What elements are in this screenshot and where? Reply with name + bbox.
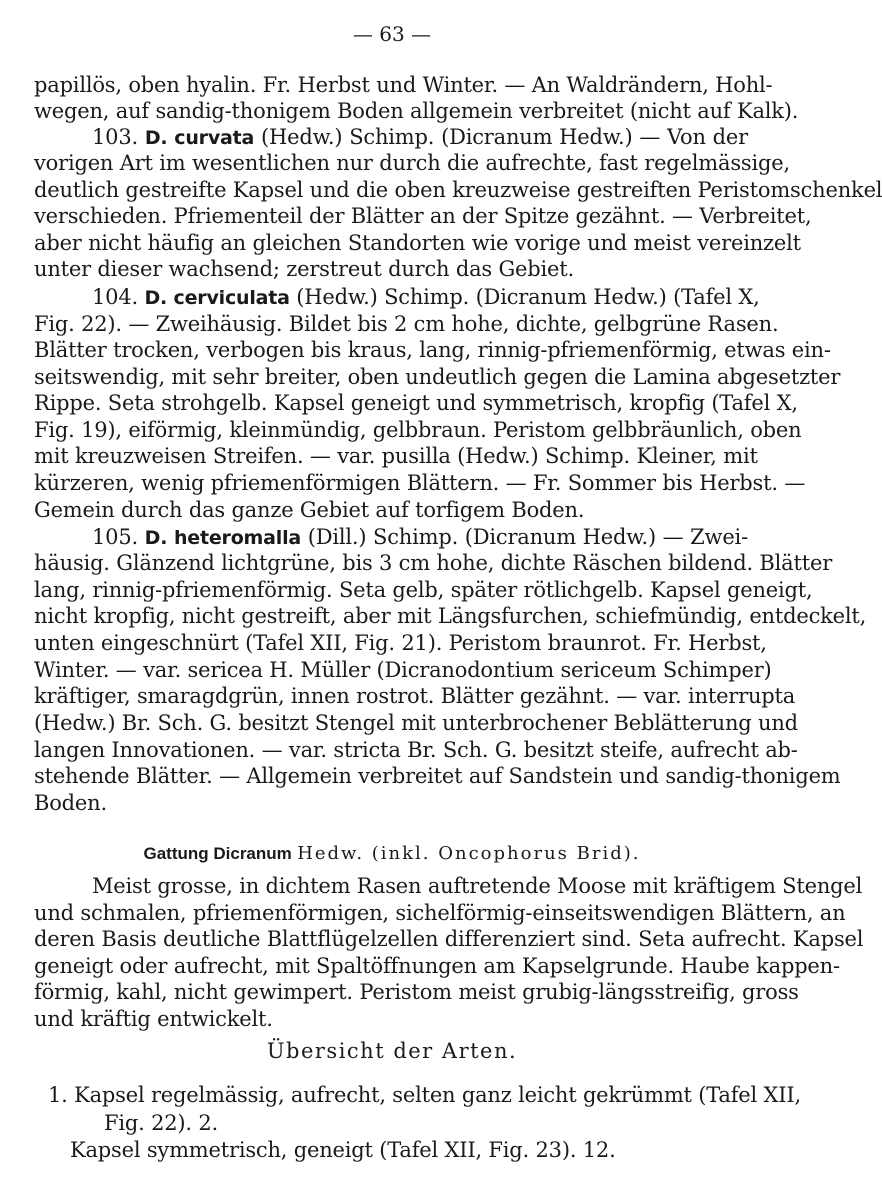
species-name: curvata xyxy=(174,127,255,149)
text-line: wegen, auf sandig-thonigem Boden allgemein verbreitet (nicht auf Kalk). xyxy=(34,99,799,123)
text-line: und kräftig entwickelt. xyxy=(34,1007,273,1031)
key-line: 1. Kapsel regelmässig, aufrecht, selten ganz leicht gekrümmt (Tafel XII, xyxy=(48,1083,801,1107)
species-number: 105. xyxy=(92,525,138,549)
section-title: Übersicht der Arten. xyxy=(266,1039,518,1063)
text-line: stehende Blätter. — Allgemein verbreitet auf Sandstein und sandig-thonigem xyxy=(34,764,841,788)
text-line: kürzeren, wenig pfriemenförmigen Blättern. — Fr. Sommer bis Herbst. — xyxy=(34,471,806,495)
species-author: (Hedw.) Schimp. (Dicranum Hedw.) — Von der xyxy=(261,125,748,149)
genus-abbrev: D. xyxy=(144,527,168,549)
text-line: geneigt oder aufrecht, mit Spaltöffnungen am Kapselgrunde. Haube kappen- xyxy=(34,954,840,978)
text-line: häusig. Glänzend lichtgrüne, bis 3 cm hohe, dichte Räschen bildend. Blätter xyxy=(34,551,833,575)
text-line: und schmalen, pfriemenförmigen, sichelförmig-einseitswendigen Blättern, an xyxy=(34,901,846,925)
text-line: lang, rinnig-pfriemenförmig. Seta gelb, später rötlichgelb. Kapsel geneigt, xyxy=(34,578,813,602)
species-author: (Dill.) Schimp. (Dicranum Hedw.) — Zwei- xyxy=(307,525,748,549)
species-entry-103 xyxy=(92,124,748,151)
key-line: Kapsel symmetrisch, geneigt (Tafel XII, Fig. 23). 12. xyxy=(70,1138,616,1162)
species-number: 104. xyxy=(92,285,138,309)
text-line: Blätter trocken, verbogen bis kraus, lang, rinnig-pfriemenförmig, etwas ein- xyxy=(34,338,831,362)
text-line: seitswendig, mit sehr breiter, oben undeutlich gegen die Lamina abgesetzter xyxy=(34,365,841,389)
text-line: unten eingeschnürt (Tafel XII, Fig. 21). Peristom braunrot. Fr. Herbst, xyxy=(34,631,767,655)
key-line: Fig. 22). 2. xyxy=(104,1111,218,1135)
text-line: Boden. xyxy=(34,791,107,815)
text-line: Gemein durch das ganze Gebiet auf torfigem Boden. xyxy=(34,498,585,522)
text-line: Fig. 22). — Zweihäusig. Bildet bis 2 cm hohe, dichte, gelbgrüne Rasen. xyxy=(34,312,779,336)
text-line: Winter. — var. sericea H. Müller (Dicranodontium sericeum Schimper) xyxy=(34,658,772,682)
page-number: — 63 — xyxy=(352,22,432,46)
text-line: verschieden. Pfriementeil der Blätter an der Spitze gezähnt. — Verbreitet, xyxy=(34,204,812,228)
text-line: Rippe. Seta strohgelb. Kapsel geneigt und symmetrisch, kropfig (Tafel X, xyxy=(34,391,798,415)
species-entry-105 xyxy=(92,524,748,551)
genus-abbrev: D. xyxy=(144,287,168,309)
text-line: papillös, oben hyalin. Fr. Herbst und Winter. — An Waldrändern, Hohl- xyxy=(34,73,773,97)
text-line: deren Basis deutliche Blattflügelzellen differenziert sind. Seta aufrecht. Kapsel xyxy=(34,927,864,951)
species-name: cerviculata xyxy=(173,287,290,309)
text-line: förmig, kahl, nicht gewimpert. Peristom meist grubig-längsstreifig, gross xyxy=(34,980,799,1004)
text-line: aber nicht häufig an gleichen Standorten wie vorige und meist vereinzelt xyxy=(34,231,801,255)
species-name: heteromalla xyxy=(173,527,302,549)
genus-heading xyxy=(0,843,784,864)
text-line: unter dieser wachsend; zerstreut durch das Gebiet. xyxy=(34,257,574,281)
text-line: deutlich gestreifte Kapsel und die oben kreuzweise gestreiften Peristomschenkel xyxy=(34,178,882,202)
text-line: vorigen Art im wesentlichen nur durch die aufrechte, fast regelmässige, xyxy=(34,151,790,175)
species-author: (Hedw.) Schimp. (Dicranum Hedw.) (Tafel X, xyxy=(296,285,760,309)
species-number: 103. xyxy=(92,125,138,149)
species-entry-104 xyxy=(92,284,760,311)
genus-heading-author: Hedw. (inkl. Oncophorus Brid). xyxy=(297,843,641,864)
text-line: mit kreuzweisen Streifen. — var. pusilla (Hedw.) Schimp. Kleiner, mit xyxy=(34,444,758,468)
genus-heading-label: Gattung Dicranum xyxy=(143,844,292,863)
text-line: Meist grosse, in dichtem Rasen auftretende Moose mit kräftigem Stengel xyxy=(92,874,863,898)
text-line: Fig. 19), eiförmig, kleinmündig, gelbbraun. Peristom gelbbräunlich, oben xyxy=(34,418,802,442)
text-line: langen Innovationen. — var. stricta Br. Sch. G. besitzt steife, aufrecht ab- xyxy=(34,738,798,762)
text-line: kräftiger, smaragdgrün, innen rostrot. Blätter gezähnt. — var. interrupta xyxy=(34,684,796,708)
text-line: nicht kropfig, nicht gestreift, aber mit Längsfurchen, schiefmündig, entdeckelt, xyxy=(34,604,867,628)
text-line: (Hedw.) Br. Sch. G. besitzt Stengel mit unterbrochener Beblätterung und xyxy=(34,711,798,735)
genus-abbrev: D. xyxy=(144,127,168,149)
